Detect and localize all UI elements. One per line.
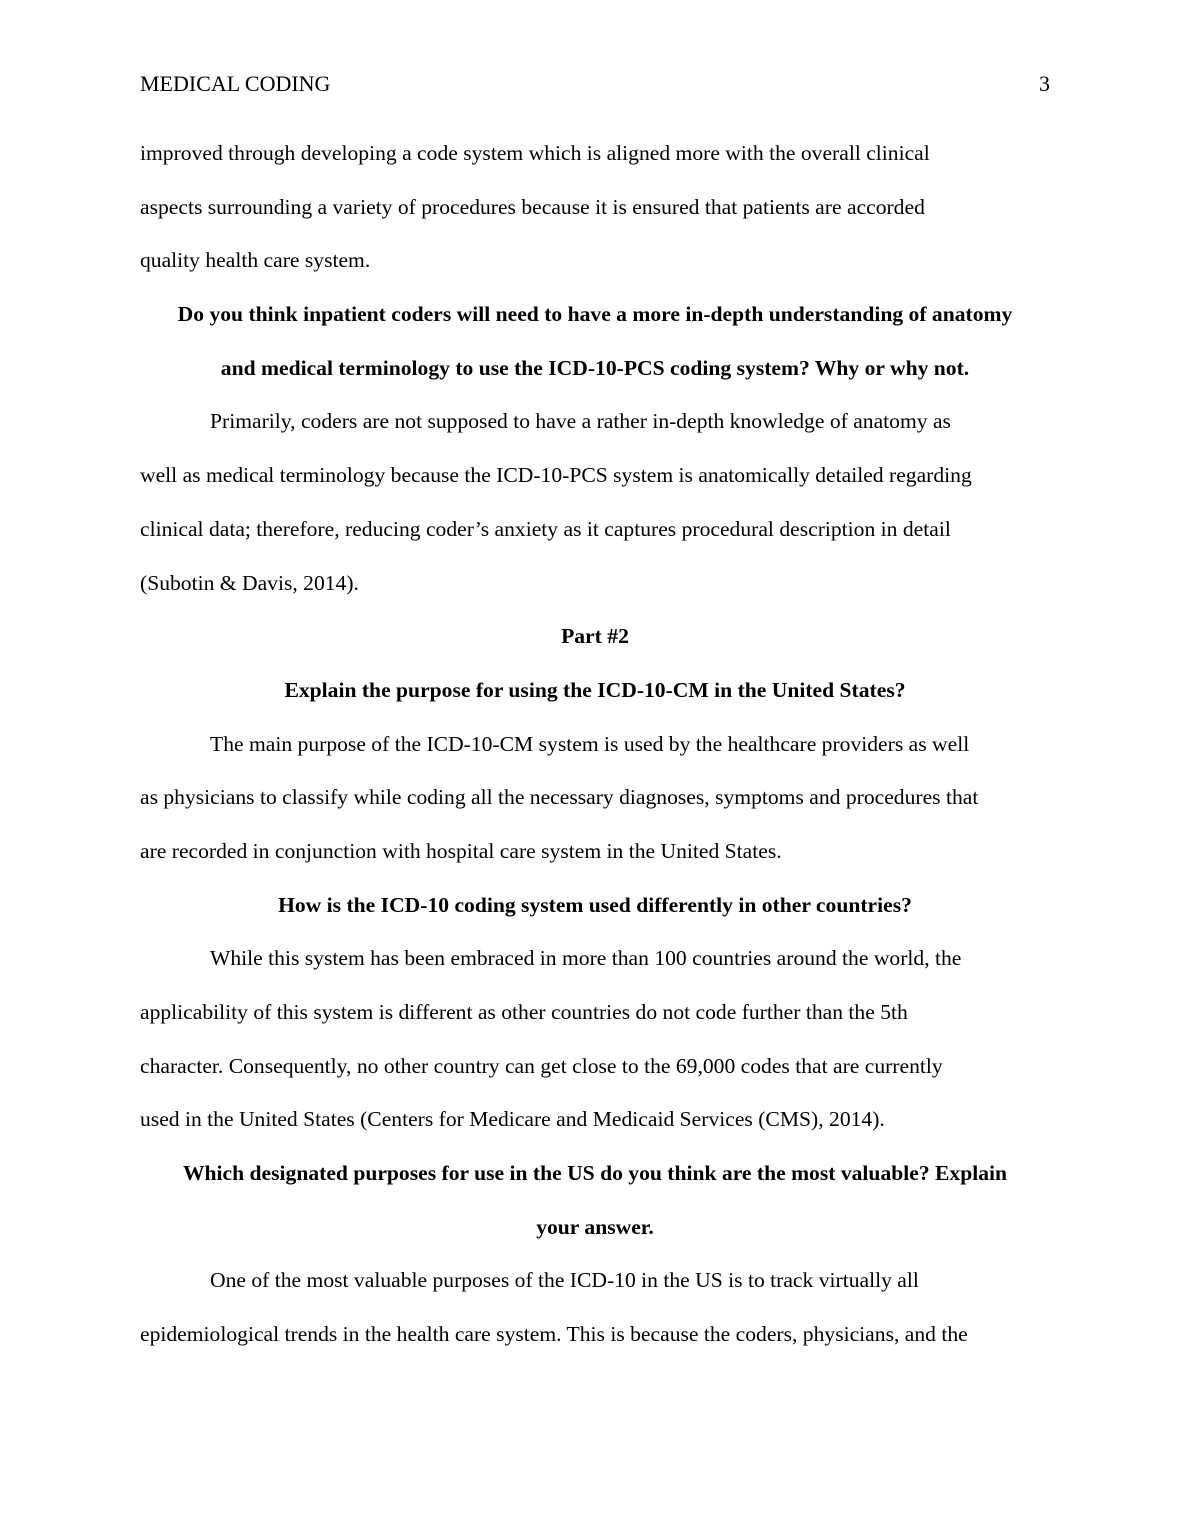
paragraph-line: One of the most valuable purposes of the ICD-10 in the US is to track virtually all xyxy=(210,1268,919,1293)
section-heading-line: Which designated purposes for use in the US do you think are the most valuable? Explain xyxy=(182,1161,1008,1186)
section-heading-line: and medical terminology to use the ICD-10-PCS coding system? Why or why not. xyxy=(220,355,970,380)
document-body xyxy=(140,127,1050,1362)
paragraph-line: well as medical terminology because the ICD-10-PCS system is anatomically detailed regarding xyxy=(140,463,972,488)
paragraph-line: applicability of this system is different as other countries do not code further than the 5th xyxy=(140,1000,908,1024)
paragraph-line: quality health care system. xyxy=(140,248,371,273)
page-header xyxy=(140,70,1050,98)
paragraph-line: clinical data; therefore, reducing coder’s anxiety as it captures procedural description in detail xyxy=(140,516,951,541)
paragraph-line: epidemiological trends in the health care system. This is because the coders, physicians, and the xyxy=(140,1322,968,1347)
section-heading-line: Do you think inpatient coders will need to have a more in-depth understanding of anatomy xyxy=(177,302,1013,327)
paragraph-line: aspects surrounding a variety of procedures because it is ensured that patients are accorded xyxy=(140,194,925,219)
section-heading-line: Explain the purpose for using the ICD-10-CM in the United States? xyxy=(284,677,906,702)
paragraph-line: are recorded in conjunction with hospital care system in the United States. xyxy=(140,838,782,863)
paragraph-line: The main purpose of the ICD-10-CM system is used by the healthcare providers as well xyxy=(210,731,970,756)
paragraph-line: (Subotin & Davis, 2014). xyxy=(140,570,359,595)
paragraph-line: While this system has been embraced in more than 100 countries around the world, the xyxy=(210,946,962,971)
paragraph-line: Primarily, coders are not supposed to have a rather in-depth knowledge of anatomy as xyxy=(210,409,951,434)
running-head: MEDICAL CODING xyxy=(140,71,331,96)
section-heading-line: Part #2 xyxy=(561,624,629,649)
paragraph-line: used in the United States (Centers for Medicare and Medicaid Services (CMS), 2014). xyxy=(140,1107,885,1132)
section-heading-line: your answer. xyxy=(536,1214,654,1239)
page-number: 3 xyxy=(1039,71,1050,96)
paragraph-line: improved through developing a code system which is aligned more with the overall clinical xyxy=(140,141,930,165)
section-heading-line: How is the ICD-10 coding system used differently in other countries? xyxy=(278,892,912,917)
paragraph-line: as physicians to classify while coding all the necessary diagnoses, symptoms and procedures that xyxy=(140,785,979,810)
paragraph-line: character. Consequently, no other country can get close to the 69,000 codes that are currently xyxy=(140,1053,943,1078)
